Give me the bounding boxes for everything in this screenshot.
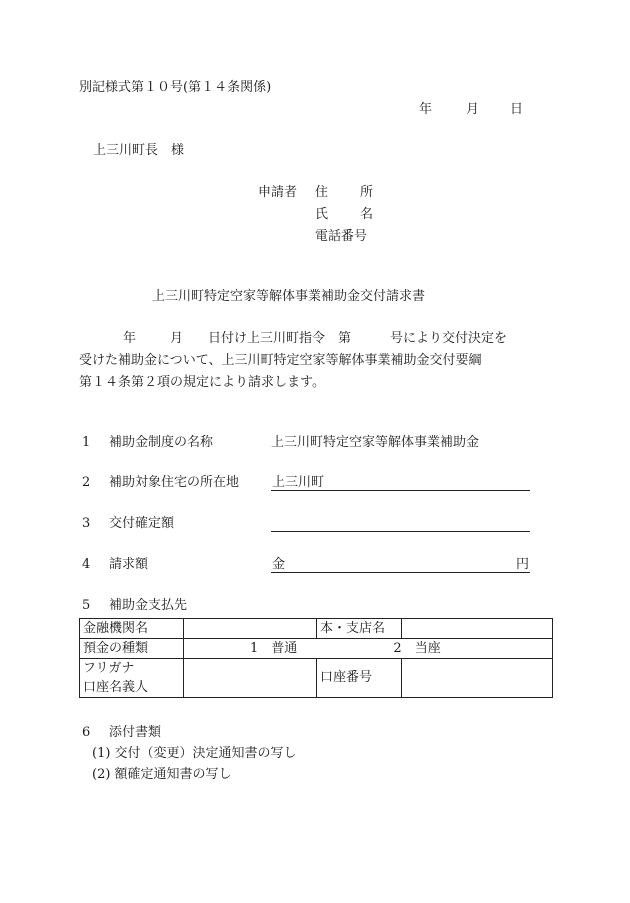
form-number: 別記様式第１０号(第１４条関係): [79, 80, 272, 95]
holder-label: 口座名義人: [83, 680, 149, 695]
item-2-number: 2: [82, 475, 91, 490]
holder-label-cell: [80, 659, 184, 698]
phone-label: 電話番号: [315, 229, 368, 244]
date-day-label: 日: [510, 102, 524, 117]
body-month-label: 月: [170, 331, 184, 346]
name-label: 氏 名: [315, 207, 373, 222]
item-4-suffix: 円: [516, 557, 530, 572]
item-2-value: 上三川町: [272, 475, 325, 490]
item-6-number: 6: [82, 725, 91, 740]
item-3-number: 3: [82, 516, 91, 531]
item-5-number: 5: [82, 598, 91, 613]
branch-field[interactable]: [402, 619, 553, 639]
branch-label: 本・支店名: [317, 619, 402, 639]
item-1-value: 上三川町特定空家等解体事業補助金: [271, 435, 480, 450]
body-year-label: 年: [123, 331, 137, 346]
item-4-label: 請求額: [109, 557, 149, 572]
attachment-1: (1) 交付（変更）決定通知書の写し: [92, 746, 297, 761]
document-title: 上三川町特定空家等解体事業補助金交付請求書: [152, 289, 426, 304]
institution-label: 金融機関名: [80, 619, 184, 639]
holder-field[interactable]: [184, 659, 317, 698]
account-type-options: [184, 639, 553, 659]
item-3-underline: [271, 531, 530, 532]
attachment-2: (2) 額確定通知書の写し: [92, 767, 232, 782]
item-2-label: 補助対象住宅の所在地: [109, 475, 240, 490]
addressee: 上三川町長 様: [93, 143, 185, 158]
item-6-label: 添付書類: [109, 725, 162, 740]
item-4-underline: [271, 572, 530, 573]
account-number-field[interactable]: [402, 659, 553, 698]
date-month-label: 月: [466, 102, 480, 117]
bank-row-holder: [80, 659, 553, 698]
item-1-number: 1: [82, 435, 91, 450]
furigana-label: フリガナ: [83, 661, 135, 676]
option-futsu[interactable]: 1 普通: [250, 640, 298, 656]
applicant-role: 申請者: [258, 185, 298, 200]
account-number-label: 口座番号: [317, 659, 402, 698]
body-line-1: 日付け上三川町指令 第 号により交付決定を: [208, 331, 508, 346]
option-toza[interactable]: 2 当座: [393, 640, 441, 656]
bank-row-account-type: [80, 639, 553, 659]
body-line-2: 受けた補助金について、上三川町特定空家等解体事業補助金交付要綱: [79, 353, 482, 368]
body-line-3: 第１４条第２項の規定により請求します。: [79, 375, 325, 390]
institution-field[interactable]: [184, 619, 317, 639]
date-year-label: 年: [419, 102, 433, 117]
bank-row-institution: [80, 619, 553, 639]
account-type-label: 預金の種類: [80, 639, 184, 659]
bank-account-table: [79, 618, 553, 698]
item-4-prefix: 金: [272, 557, 286, 572]
address-label: 住 所: [315, 185, 373, 200]
item-5-label: 補助金支払先: [109, 598, 188, 613]
item-3-label: 交付確定額: [109, 516, 175, 531]
item-4-number: 4: [82, 557, 91, 572]
item-1-label: 補助金制度の名称: [109, 435, 214, 450]
item-2-underline: [271, 490, 530, 491]
